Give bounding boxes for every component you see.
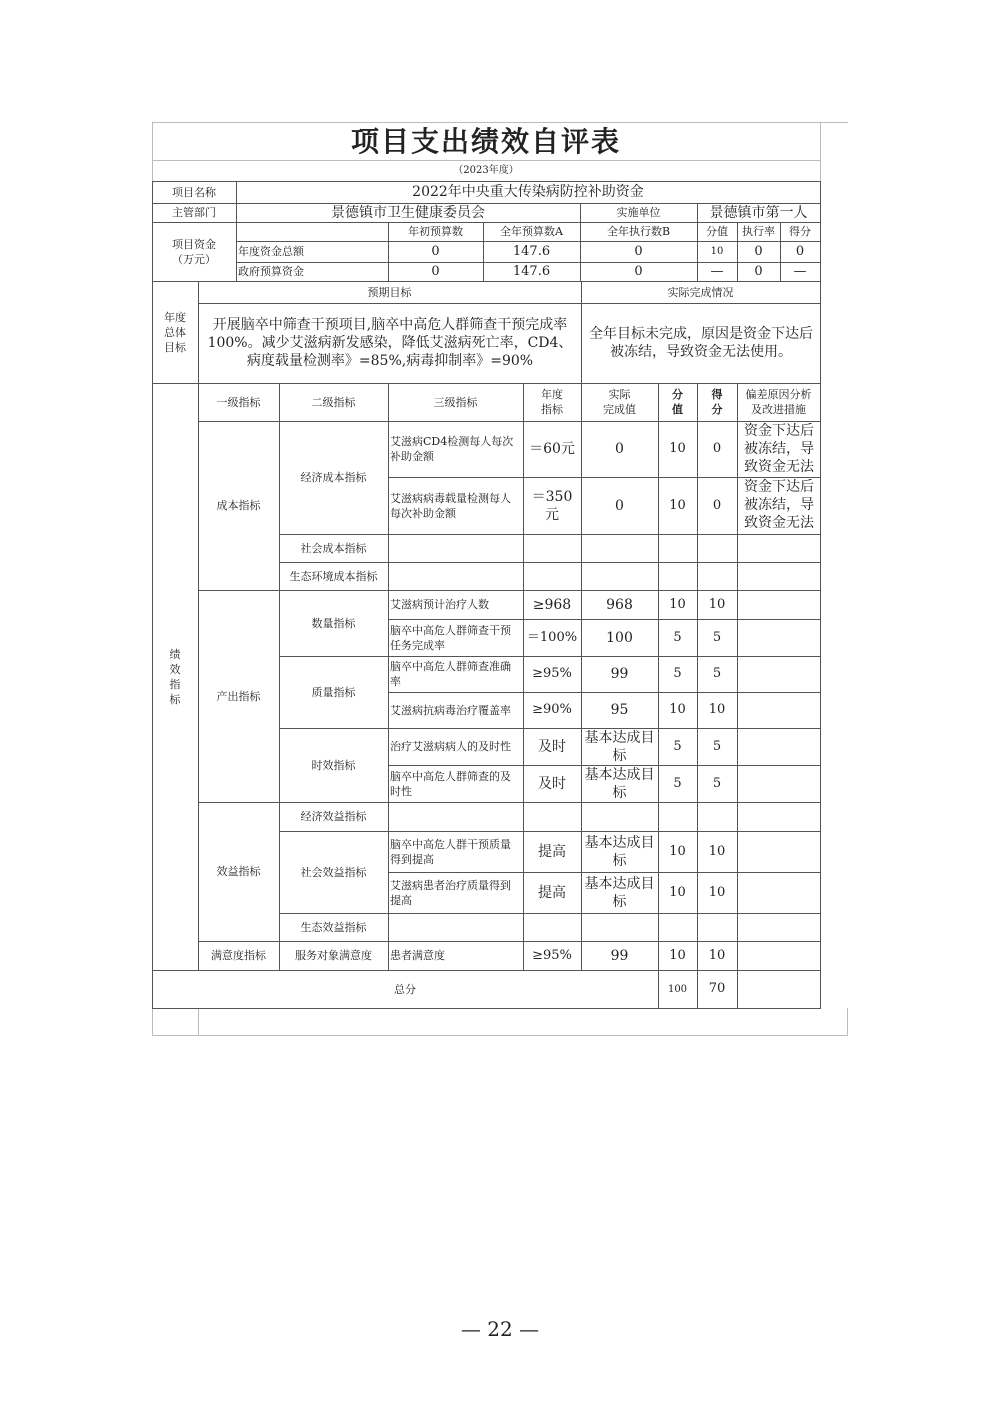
row-actual: 100 [606,629,633,646]
project-name-label: 项目名称 [172,185,216,199]
row-target: ≥95% [532,666,572,681]
row-got: 0 [712,441,722,456]
col-exec-rate: 执行率 [742,225,775,238]
row-target: 及时 [538,775,566,792]
row-got: 10 [708,947,726,963]
unit-label: 实施单位 [616,206,661,219]
row-gov-label: 政府预算资金 [238,265,304,278]
col-full-budget: 全年预算数A [500,225,563,238]
row-got: 10 [708,843,726,859]
satisfaction-indicator-label: 满意度指标 [211,949,266,962]
row-reason: 资金下达后被冻结，导致资金无法 [744,423,814,475]
row-target: ≥968 [532,596,572,613]
row-actual: 0 [615,497,624,514]
row-name: 治疗艾滋病病人的及时性 [390,740,511,753]
eco-cost-label: 生态环境成本指标 [289,569,378,583]
row-score: 10 [669,596,686,612]
row-name: 患者满意度 [390,949,445,962]
dept-value: 景德镇市卫生健康委员会 [331,204,485,221]
hdr-reason: 偏差原因分析 及改进措施 [745,388,812,416]
page-number: — 22 — [460,1316,540,1341]
hdr-score: 分 值 [672,388,683,416]
row-actual: 基本达成目标 [584,766,655,801]
col-executed: 全年执行数B [606,225,671,238]
social-cost-label: 社会成本指标 [300,541,367,555]
expected-header: 预期目标 [367,285,412,299]
hdr-level2: 二级指标 [311,395,356,409]
row-got: 5 [712,629,722,645]
row-got: 5 [712,775,722,791]
row-got: 10 [708,702,726,717]
row-gov-initial: 0 [431,263,440,279]
col-got: 得分 [789,225,811,238]
row-got: 5 [712,666,722,681]
row-target: ＝60元 [529,441,575,457]
row-name: 脑卒中高危人群干预质量得到提高 [390,837,511,866]
row-actual: 基本达成目标 [584,875,655,910]
row-gov-exec: 0 [634,263,643,279]
row-target: 及时 [538,738,566,755]
goals-label: 年度 总体 目标 [164,310,186,354]
row-total-got: 0 [795,243,805,259]
total-got: 70 [708,981,726,996]
row-name: 脑卒中高危人群筛查干预任务完成率 [390,623,511,652]
row-total-exec: 0 [634,243,643,259]
row-actual: 95 [610,702,629,718]
row-name: 艾滋病CD4检测每人每次补助金额 [390,435,514,463]
row-score: 10 [669,702,686,717]
row-got: 0 [712,497,722,513]
row-actual: 0 [615,441,624,457]
row-name: 艾滋病患者治疗质量得到提高 [390,878,511,907]
indicators-side-label: 绩 效 指 标 [169,647,181,706]
row-score: 5 [673,629,682,645]
row-target: ＝350元 [531,488,573,523]
col-score: 分值 [706,225,728,238]
row-target: ＝100% [526,629,578,645]
row-target: 提高 [538,884,566,901]
benefit-indicator-label: 效益指标 [216,865,261,878]
row-score: 10 [669,441,686,456]
row-score: 10 [669,884,686,900]
total-score: 100 [667,983,688,995]
quality-label: 质量指标 [311,685,356,699]
row-actual: 99 [610,947,629,964]
row-gov-score: — [710,263,724,279]
quantity-label: 数量指标 [311,616,356,630]
expected-goal-text: 开展脑卒中筛查干预项目,脑卒中高危人群筛查干预完成率100%。减少艾滋病新发感染，降低艾滋病死亡率，CD4、病度载量检测率》=85%,病毒抑制率》=90% [207,317,573,369]
row-total-rate: 0 [754,243,763,259]
row-score: 10 [669,497,686,513]
project-name-value: 2022年中央重大传染病防控补助资金 [412,184,644,200]
row-name: 艾滋病预计治疗人数 [390,598,489,611]
row-total-score: 10 [710,246,724,257]
year-label: （2023年度） [453,164,519,176]
actual-header: 实际完成情况 [667,285,734,299]
row-actual: 基本达成目标 [584,729,655,764]
row-gov-got: — [793,263,807,279]
row-reason: 资金下达后被冻结，导致资金无法 [744,479,814,531]
row-target: ≥95% [532,947,572,963]
col-initial-budget: 年初预算数 [408,225,463,238]
row-name: 艾滋病抗病毒治疗覆盖率 [390,703,511,717]
hdr-level3: 三级指标 [433,395,478,409]
output-indicator-label: 产出指标 [216,689,261,703]
row-score: 10 [669,843,686,859]
unit-value: 景德镇市第一人 [709,204,808,221]
service-satisfaction-label: 服务对象满意度 [295,949,372,962]
row-target: 提高 [538,843,566,860]
funds-label: 项目资金 （万元） [172,237,216,266]
total-label: 总分 [394,982,416,996]
row-name: 脑卒中高危人群筛查的及时性 [390,769,511,798]
row-total-label: 年度资金总额 [238,245,304,258]
row-actual: 基本达成目标 [584,834,655,869]
row-got: 5 [712,738,722,754]
econ-cost-label: 经济成本指标 [300,471,367,484]
econ-benefit-label: 经济效益指标 [300,810,367,823]
cost-indicator-label: 成本指标 [216,499,261,512]
row-score: 5 [673,775,682,791]
row-score: 5 [673,666,682,681]
actual-goal-text: 全年目标未完成，原因是资金下达后被冻结，导致资金无法使用。 [589,326,813,360]
row-actual: 99 [610,666,629,682]
row-name: 脑卒中高危人群筛查准确率 [390,660,511,688]
row-got: 10 [708,884,726,900]
row-gov-rate: 0 [754,263,763,279]
row-gov-full: 147.6 [512,263,551,279]
row-got: 10 [708,596,726,612]
hdr-actual: 实际 完成值 [603,388,636,416]
social-benefit-label: 社会效益指标 [300,865,367,879]
hdr-target: 年度 指标 [541,388,563,416]
row-total-initial: 0 [431,243,440,259]
hdr-level1: 一级指标 [216,395,261,409]
hdr-got: 得 分 [711,388,723,416]
row-score: 5 [673,738,682,754]
page-title: 项目支出绩效自评表 [350,124,621,158]
row-score: 10 [669,947,686,963]
timeliness-label: 时效指标 [311,758,356,772]
row-target: ≥90% [532,702,572,717]
row-total-full: 147.6 [512,243,551,259]
row-actual: 968 [606,596,633,613]
dept-label: 主管部门 [172,206,216,219]
eco-benefit-label: 生态效益指标 [300,920,367,934]
row-name: 艾滋病病毒载量检测每人每次补助金额 [390,491,511,520]
